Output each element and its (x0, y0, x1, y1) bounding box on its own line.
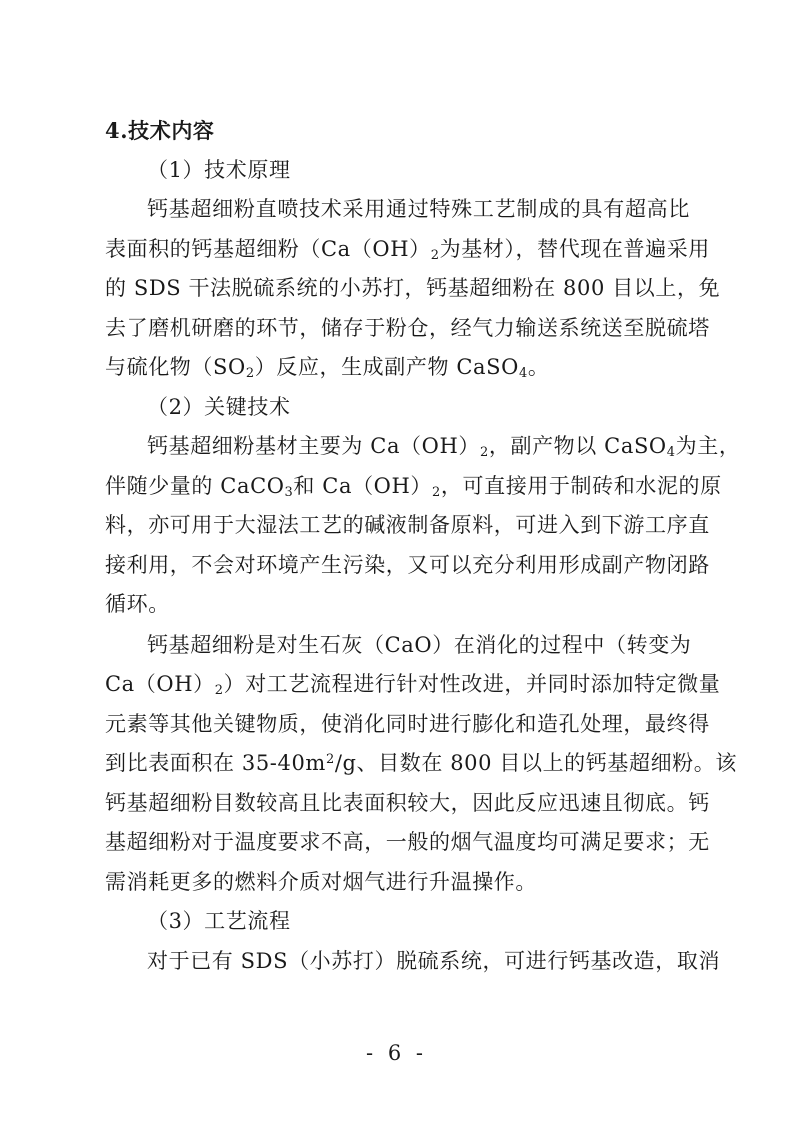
subheading-key-technology: （2）关键技术 (147, 395, 291, 419)
paragraph-2-line-1: 钙基超细粉基材主要为 $Ca(OH)_2$，副产物以 CaSO$_4$为主， (147, 434, 741, 460)
paragraph-3-line-4: 到比表面积在 $35-40m^2/g$、目数在 800 目以上的钙基超细粉。该 (105, 751, 737, 775)
paragraph-1-line-2: 表面积的钙基超细粉（$Ca(OH)_2$为基材），替代现在普遍采用 (105, 237, 710, 263)
paragraph-1-line-3: 的 SDS 干法脱硫系统的小苏打，钙基超细粉在 800 目以上，免 (105, 276, 721, 300)
subheading-process-flow: （3）工艺流程 (147, 909, 291, 933)
paragraph-2-line-3: 料，亦可用于大湿法工艺的碱液制备原料，可进入到下游工序直 (105, 513, 710, 537)
page-number: - 6 - (366, 1041, 427, 1065)
paragraph-1-line-1: 钙基超细粉直喷技术采用通过特殊工艺制成的具有超高比 (147, 197, 690, 221)
paragraph-2-line-5: 循环。 (105, 592, 170, 616)
paragraph-3-line-7: 需消耗更多的燃料介质对烟气进行升温操作。 (105, 870, 537, 894)
paragraph-1-line-5: 与硫化物$(SO_2)$反应，生成副产物 CaSO$_4$。 (105, 355, 550, 381)
paragraph-1-line-4: 去了磨机研磨的环节，储存于粉仓，经气力输送系统送至脱硫塔 (105, 316, 710, 340)
paragraph-3-line-1: 钙基超细粉是对生石灰（CaO）在消化的过程中（转变为 (147, 633, 692, 657)
paragraph-3-line-5: 钙基超细粉目数较高且比表面积较大，因此反应迅速且彻底。钙 (105, 791, 710, 815)
paragraph-3-line-6: 基超细粉对于温度要求不高，一般的烟气温度均可满足要求；无 (105, 830, 710, 854)
subheading-principle: （1）技术原理 (147, 158, 291, 182)
paragraph-4-line-1: 对于已有 SDS（小苏打）脱硫系统，可进行钙基改造，取消 (147, 949, 721, 973)
section-heading: 4.技术内容 (105, 118, 215, 143)
paragraph-3-line-3: 元素等其他关键物质，使消化同时进行膨化和造孔处理，最终得 (105, 712, 710, 736)
paragraph-3-line-2: $Ca(OH)_2$）对工艺流程进行针对性改进，并同时添加特定微量 (105, 672, 721, 698)
paragraph-2-line-2: 伴随少量的 CaCO$_3$和 $Ca(OH)_2$，可直接用于制砖和水泥的原 (105, 474, 722, 500)
paragraph-2-line-4: 接利用，不会对环境产生污染，又可以充分利用形成副产物闭路 (105, 553, 710, 577)
